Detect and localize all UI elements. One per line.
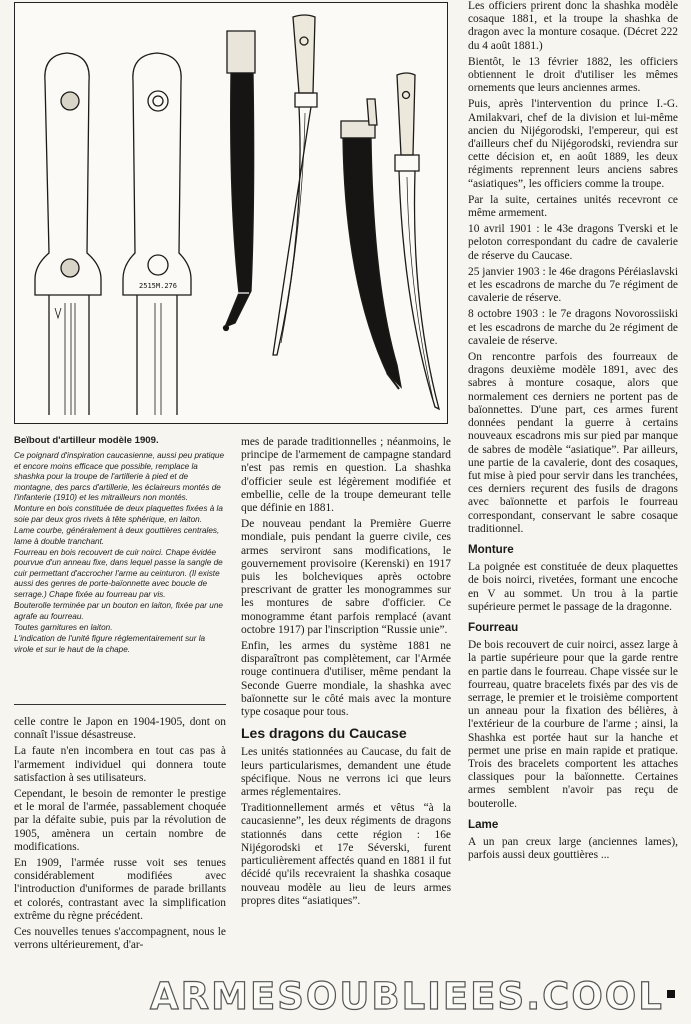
section-heading-dragons: Les dragons du Caucase <box>241 725 407 742</box>
caption-paragraph: Monture en bois constituée de deux plaquettes fixées à la soie par deux gros rivets à tête sphérique, en laiton. <box>14 504 223 524</box>
body-paragraph: Bientôt, le 13 février 1882, les officiers obtiennent le droit d'utiliser les mêmes ornements que leurs anciennes armes. <box>468 55 678 95</box>
body-paragraph: Les officiers prirent donc la shashka modèle cosaque 1881, et la troupe la shashka de dragon avec la monture cosaque. (Décret 222 du 4 août 1881.) <box>468 0 678 52</box>
column-3 <box>468 0 678 865</box>
caption-paragraph: Toutes garnitures en laiton. <box>14 622 113 632</box>
body-paragraph: On rencontre parfois des fourreaux de dragons deuxième modèle 1891, avec des sabres à monture cosaque, alors que normalement ces derniers ne portent pas de baïonnettes. D'une part, ces armes furent données pendant la guerre à certains nouveaux escadrons mis sur pied par manque de sabres de modèle “asiatique”. Par ailleurs, une partie de la cavalerie, dont des cosaques, fut mise à pied pour servir dans les tranchées, ces derniers reçurent des fusils de dragons avec baïonnette et parfois le fourreau correspondant, conservant le sabre cosaque traditionnel. <box>468 351 678 535</box>
caption-paragraph: Lame courbe, généralement à deux gouttières centrales, lame à double tranchant. <box>14 526 220 546</box>
body-paragraph: Enfin, les armes du système 1881 ne disparaîtront pas complètement, car l'Armée rouge continuera d'utiliser, même pendant la Seconde Guerre mondiale, la shashka avec baïonnette sur le côté mais avec la monture type cosaque pour tous. <box>241 640 451 719</box>
shashka-blade-2-drawing <box>395 73 439 409</box>
caption-paragraph: Ce poignard d'inspiration caucasienne, aussi peu pratique et encore moins efficace que possible, remplace la shashka pour la troupe de l'artillerie à pied et de montagne, des parcs d'artillerie, les éclaireurs montés de l'infanterie (1910) et les mitrailleurs non montés. <box>14 451 225 503</box>
body-paragraph: La poignée est constituée de deux plaquettes de bois noirci, rivetées, formant une encoche en V au sommet. Un trou à la partie supérieure permet le passage de la dragonne. <box>468 561 678 613</box>
dagger-side-drawing <box>123 53 191 415</box>
site-watermark: ARMESOUBLIEES.COOL <box>150 975 664 1018</box>
body-paragraph: En 1909, l'armée russe voit ses tenues considérablement modifiées avec l'introduction d'uniformes de parade brillants et colorés, contrastant avec la simplification extrême du règne précédent. <box>14 857 226 922</box>
caption-title: Beïbout d'artilleur modèle 1909. <box>14 435 159 446</box>
caption-paragraph: L'indication de l'unité figure réglementairement sur la virole et sur le haut de la chape. <box>14 634 206 654</box>
body-paragraph: Ces nouvelles tenues s'accompagnent, nous le verrons ultérieurement, d'ar- <box>14 926 226 952</box>
column-1 <box>14 716 226 955</box>
caption-divider <box>14 704 226 705</box>
body-paragraph: De nouveau pendant la Première Guerre mondiale, puis pendant la guerre civile, ces armes serviront sans modifications, le gouvernement provisoire (Kerenski) en 1917 puis les bolcheviques après octobre prescrivant de gratter les monogrammes sur les montures de sabre d'officier. Ce monogramme étant parfois remplacé (avant octobre 1917) par l'inscription “Russie unie”. <box>241 518 451 636</box>
body-paragraph: Puis, après l'intervention du prince I.-G. Amilakvari, chef de la division et lui-même ancien du Nijégorodski, l'empereur, qui est d'ailleurs chef du Nijégorodski, reviendra sur cette décision et, en août 1889, les deux régiments reprennent leurs anciens sabres “asiatiques”, les officiers comme la troupe. <box>468 98 678 190</box>
figure-illustration <box>14 2 448 424</box>
shashka-blade-1-drawing <box>273 15 317 355</box>
body-paragraph: celle contre le Japon en 1904-1905, dont on connaît l'issue désastreuse. <box>14 716 226 742</box>
body-paragraph: 25 janvier 1903 : le 46e dragons Péréiaslavski et les escadrons de marche du 7e régiment de cavalerie de réserve. <box>468 265 678 305</box>
figure-caption <box>14 436 226 656</box>
end-of-article-mark <box>667 990 675 998</box>
body-paragraph: La faute n'en incombera en tout cas pas à l'armement individuel qui donnera toute satisfaction à ses utilisateurs. <box>14 745 226 784</box>
caption-paragraph: Fourreau en bois recouvert de cuir noirci. Chape évidée pourvue d'un anneau fixe, dans lequel passe la sangle de cuir permettant d'accrocher l'arme au ceinturon. (Il existe aussi des genres de porte-baïonnette avec boucle de serrage.) Chape fixée au fourreau par vis. <box>14 548 223 599</box>
body-paragraph: A un pan creux large (anciennes lames), parfois aussi deux gouttières ... <box>468 835 678 862</box>
weapons-drawing <box>15 3 449 425</box>
caption-paragraph: Bouterolle terminée par un bouton en laiton, fixée par une agrafe au fourreau. <box>14 601 223 621</box>
body-paragraph: Par la suite, certaines unités recevront ce même armement. <box>468 193 678 220</box>
body-paragraph: De bois recouvert de cuir noirci, assez large à la partie supérieure pour que la garde rentre en partie dans le fourreau. Chape vissée sur le fourreau, quatre bracelets fixés par des vis de serrage, le premier et le troisième comportent un anneau pour la fixation des bélières, à l'extérieur de la courbure de l'arme ; ainsi, la Shashka est portée haut sur la hanche et permet une prise en main rapide et pratique. Trois des bracelets comportent les attaches classiques pour la baïonnette. Certaines armes semblent n'avoir pas reçu de bouterolle. <box>468 639 678 810</box>
body-paragraph: 8 octobre 1903 : le 7e dragons Novorossiiski et les escadrons de marche du 2e régiment de cavaleie de réserve. <box>468 308 678 347</box>
section-heading-lame: Lame <box>468 817 499 831</box>
body-paragraph: Cependant, le besoin de remonter le prestige et le moral de l'armée, passablement choquée par la défaite subie, puis par la révolution de 1905, amènera un certain nombre de modifications. <box>14 788 226 853</box>
serial-label: 2515M.276 <box>139 282 177 290</box>
body-paragraph: Traditionnellement armés et vêtus “à la caucasienne”, les deux régiments de dragons stationnés dans cette région : 16e Nijégorodski et 17e Séverski, furent particulièrement affectés quand en 1881 il fut décidé qu'ils recevraient la shashka cosaque nouveau modèle au lieu de leurs armes propres dites “asiatiques”. <box>241 802 451 907</box>
scabbard-1-drawing <box>224 31 256 331</box>
section-heading-fourreau: Fourreau <box>468 620 519 634</box>
section-heading-monture: Monture <box>468 542 514 556</box>
body-paragraph: Les unités stationnées au Caucase, du fait de leurs particularismes, demandent une étude spécifique. Nous ne verrons ici que leurs armes réglementaires. <box>241 746 451 799</box>
body-paragraph: mes de parade traditionnelles ; néanmoins, le principe de l'armement de campagne standard n'est pas remis en question. La shashka d'officier seule est légèrement modifiée et embellie, celle de la troupe demeurant telle que définie en 1881. <box>241 436 451 515</box>
body-paragraph: 10 avril 1901 : le 43e dragons Tverski et le peloton correspondant du cadre de cavalerie de réserve du Caucase. <box>468 223 678 262</box>
dagger-front-drawing <box>35 53 101 415</box>
scabbard-2-drawing <box>341 99 401 389</box>
column-2 <box>241 436 451 911</box>
